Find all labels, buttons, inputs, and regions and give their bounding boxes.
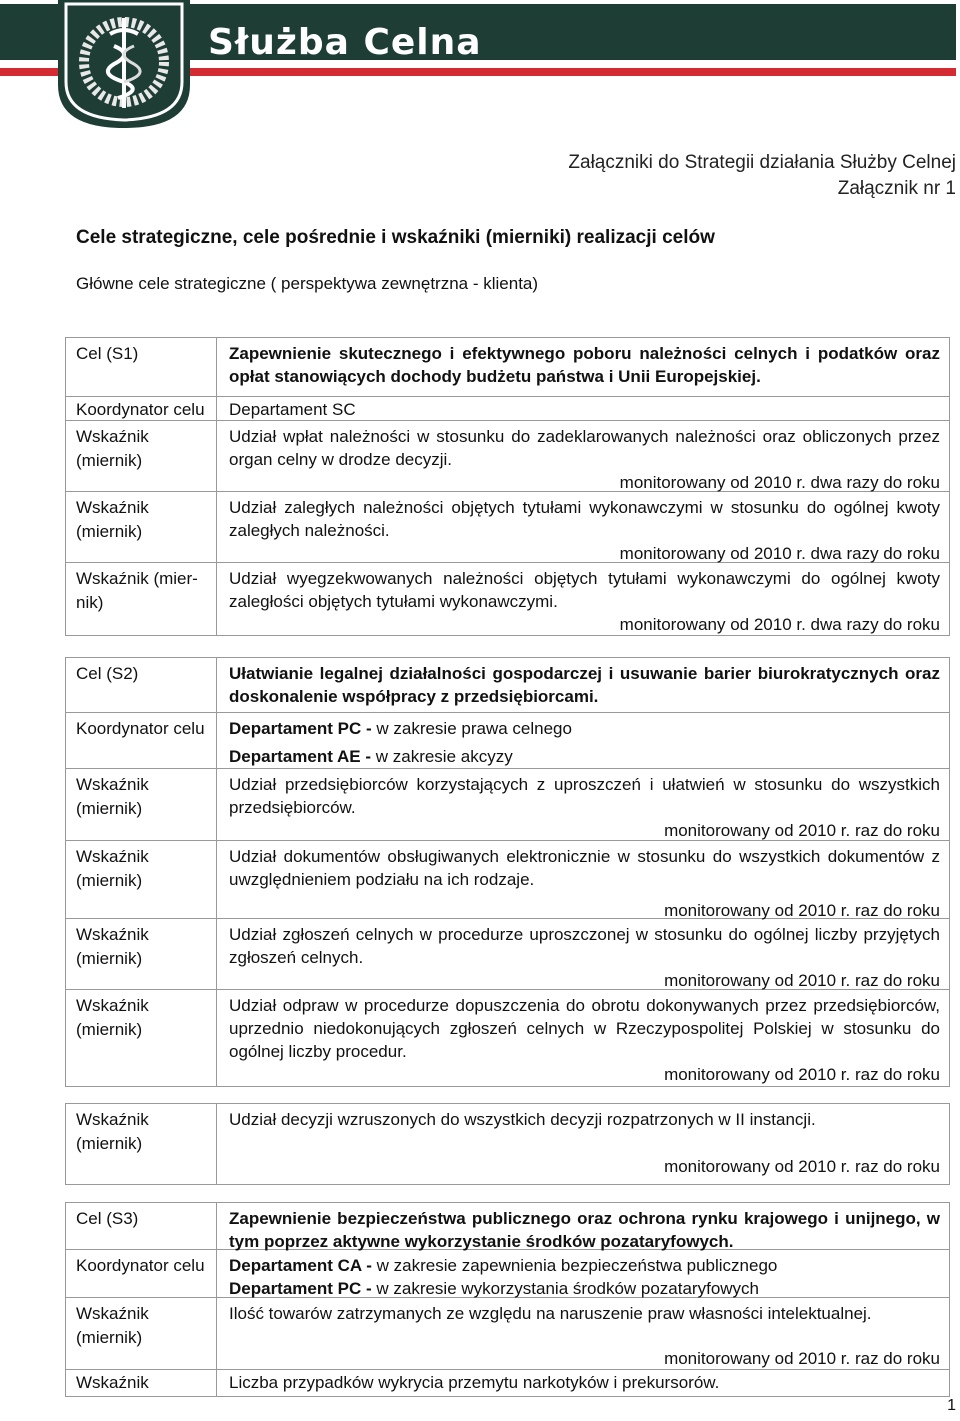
monitoring-note: monitorowany od 2010 r. raz do roku	[664, 1157, 940, 1176]
indicator-cell	[217, 492, 949, 562]
indicator-cell	[217, 1298, 949, 1369]
indicator-row	[66, 1104, 949, 1184]
indicator-label: Wskaźnik (miernik)	[66, 841, 217, 918]
indicator-text: Liczba przypadków wykrycia przemytu narkotyków i prekursorów.	[229, 1373, 720, 1392]
indicator-row	[66, 990, 949, 1086]
coordinator-line-1	[229, 1254, 940, 1277]
goal-s2-table	[65, 657, 950, 1087]
monitoring-note: monitorowany od 2010 r. raz do roku	[664, 821, 940, 840]
monitoring-note: monitorowany od 2010 r. dwa razy do roku	[619, 544, 940, 563]
indicator-label: Wskaźnik	[66, 1370, 217, 1396]
goal-text: Zapewnienie bezpieczeństwa publicznego oraz ochrona rynku krajowego i unijnego, w tym poprzez aktywne wykorzystanie środków pozataryfowych.	[229, 1209, 940, 1251]
attachment-line-1: Załączniki do Strategii działania Służby Celnej	[568, 152, 956, 173]
coordinator-cell	[217, 1250, 949, 1297]
coordinator-department: Departament PC -	[229, 719, 372, 738]
coordinator-scope: w zakresie akcyzy	[371, 747, 513, 766]
goal-label: Cel (S2)	[66, 658, 217, 712]
attachment-line-2: Załącznik nr 1	[837, 178, 956, 199]
coordinator-line-2	[229, 745, 940, 768]
brand-name: Służba Celna	[208, 22, 482, 63]
indicator-cell	[217, 990, 949, 1086]
coordinator-row	[66, 397, 949, 421]
indicator-row	[66, 563, 949, 635]
indicator-text: Udział wyegzekwowanych należności objętych tytułami wykonawczymi do ogólnej kwoty zaległości objętych tytułami wykonawczymi.	[229, 569, 940, 611]
coordinator-department: Departament CA -	[229, 1256, 372, 1275]
indicator-text: Udział zaległych należności objętych tytułami wykonawczymi w stosunku do ogólnej kwoty zaległych należności.	[229, 498, 940, 540]
page-number: 1	[947, 1397, 956, 1414]
coordinator-label: Koordynator celu	[66, 713, 217, 768]
goal-row	[66, 338, 949, 397]
indicator-label: Wskaźnik (miernik)	[66, 769, 217, 840]
coordinator-label: Koordynator celu	[66, 397, 217, 420]
coordinator-line-2	[229, 1277, 940, 1300]
indicator-cell	[217, 919, 949, 989]
monitoring-note: monitorowany od 2010 r. raz do roku	[664, 971, 940, 990]
goal-row	[66, 1203, 949, 1250]
indicator-row	[66, 919, 949, 990]
coordinator-row	[66, 713, 949, 769]
goal-s2-extra-table	[65, 1103, 950, 1185]
coordinator-department: Departament PC -	[229, 1279, 372, 1298]
coordinator-text: Departament SC	[229, 400, 356, 419]
indicator-label: Wskaźnik (miernik)	[66, 919, 217, 989]
coordinator-department: Departament AE -	[229, 747, 372, 766]
coordinator-row	[66, 1250, 949, 1298]
indicator-label: Wskaźnik (miernik)	[66, 421, 217, 491]
indicator-text: Udział zgłoszeń celnych w procedurze uproszczonej w stosunku do ogólnej liczby przyjętych zgłoszeń celnych.	[229, 925, 940, 967]
indicator-label: Wskaźnik (mier-nik)	[66, 563, 217, 635]
indicator-label: Wskaźnik (miernik)	[66, 492, 217, 562]
monitoring-note: monitorowany od 2010 r. raz do roku	[664, 1065, 940, 1084]
indicator-text: Udział przedsiębiorców korzystających z uproszczeń i ułatwień w stosunku do wszystkich przedsiębiorców.	[229, 775, 940, 817]
goal-text: Ułatwianie legalnej działalności gospodarczej i usuwanie barier biurokratycznych oraz doskonalenie współpracy z przedsiębiorcami.	[229, 664, 940, 706]
indicator-row	[66, 1370, 949, 1396]
coordinator-scope: w zakresie zapewnienia bezpieczeństwa publicznego	[371, 1256, 778, 1275]
indicator-label: Wskaźnik (miernik)	[66, 990, 217, 1086]
goal-s1-table	[65, 337, 950, 636]
indicator-row	[66, 769, 949, 841]
indicator-row	[66, 1298, 949, 1370]
indicator-cell	[217, 841, 949, 918]
indicator-row	[66, 492, 949, 563]
document-subtitle: Główne cele strategiczne ( perspektywa zewnętrzna - klienta)	[76, 274, 539, 293]
indicator-text: Udział wpłat należności w stosunku do zadeklarowanych należności oraz obliczonych przez organ celny w drodze decyzji.	[229, 427, 940, 469]
goal-label: Cel (S3)	[66, 1203, 217, 1249]
indicator-text: Udział decyzji wzruszonych do wszystkich decyzji rozpatrzonych w II instancji.	[229, 1110, 816, 1129]
monitoring-note: monitorowany od 2010 r. raz do roku	[664, 901, 940, 920]
monitoring-note: monitorowany od 2010 r. dwa razy do roku	[619, 473, 940, 492]
coordinator-label: Koordynator celu	[66, 1250, 217, 1297]
goal-text: Zapewnienie skutecznego i efektywnego poboru należności celnych i podatków oraz opłat stanowiących dochody budżetu państwa i Unii Europejskiej.	[229, 344, 940, 386]
customs-emblem-icon	[58, 0, 190, 128]
coordinator-scope: w zakresie wykorzystania środków pozataryfowych	[371, 1279, 760, 1298]
coordinator-scope: w zakresie prawa celnego	[371, 719, 572, 738]
monitoring-note: monitorowany od 2010 r. dwa razy do roku	[619, 615, 940, 634]
indicator-label: Wskaźnik (miernik)	[66, 1104, 217, 1184]
goal-row	[66, 658, 949, 713]
coordinator-cell	[217, 713, 949, 768]
coordinator-line-1	[229, 717, 940, 740]
goal-label: Cel (S1)	[66, 338, 217, 396]
document-title: Cele strategiczne, cele pośrednie i wskaźniki (mierniki) realizacji celów	[76, 227, 715, 248]
indicator-text: Udział dokumentów obsługiwanych elektronicznie w stosunku do wszystkich dokumentów z uwzględnieniem podziału na ich rodzaje.	[229, 847, 940, 889]
goal-s3-table	[65, 1202, 950, 1397]
page-header	[0, 0, 960, 130]
indicator-cell	[217, 769, 949, 840]
indicator-cell	[217, 563, 949, 635]
indicator-text: Udział odpraw w procedurze dopuszczenia do obrotu dokonywanych przez przedsiębiorców, uprzednio niedokonujących zgłoszeń celnych w Rzeczypospolitej Polskiej w stosunku do ogólnej liczby procedur.	[229, 996, 940, 1061]
indicator-label: Wskaźnik (miernik)	[66, 1298, 217, 1369]
indicator-cell	[217, 1104, 949, 1184]
indicator-row	[66, 421, 949, 492]
attachment-note	[568, 150, 956, 202]
indicator-row	[66, 841, 949, 919]
indicator-text: Ilość towarów zatrzymanych ze względu na naruszenie praw własności intelektualnej.	[229, 1304, 872, 1323]
indicator-cell	[217, 421, 949, 491]
monitoring-note: monitorowany od 2010 r. raz do roku	[664, 1349, 940, 1368]
